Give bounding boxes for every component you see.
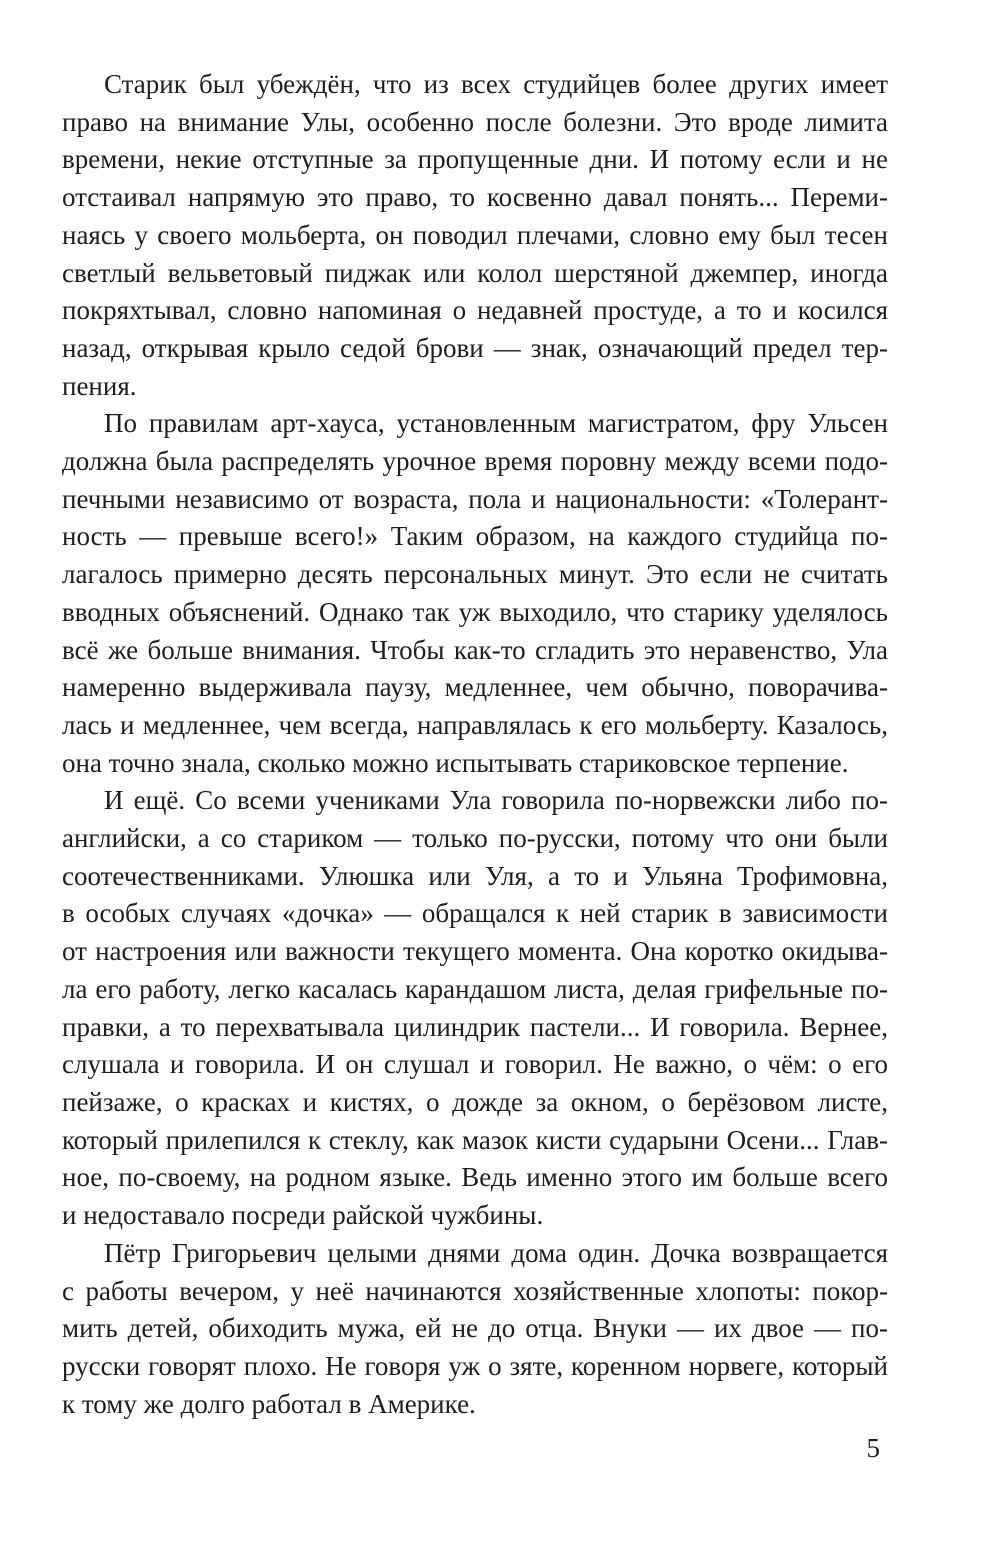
text-line: мить детей, обиходить мужа, ей не до отца. Внуки — их двое — по- <box>62 1313 888 1344</box>
text-line: По правилам арт-хауса, установленным магистратом, фру Ульсен <box>104 408 888 439</box>
text-line: времени, некие отступные за пропущенные дни. И потому если и не <box>62 144 888 175</box>
text-line: лагалось примерно десять персональных минут. Это если не считать <box>62 559 888 590</box>
text-line: в особых случаях «дочка» — обращался к ней старик в зависимости <box>62 898 888 929</box>
text-line: правки, а то перехватывала цилиндрик пастели... И говорила. Вернее, <box>62 1011 888 1042</box>
text-line: пейзаже, о красках и кистях, о дожде за окном, о берёзовом листе, <box>62 1086 888 1117</box>
text-line: лась и медленнее, чем всегда, направлялась к его мольберту. Казалось, <box>62 709 888 740</box>
text-line: ность — превыше всего!» Таким образом, на каждого студийца по- <box>62 521 888 552</box>
page-number: 5 <box>866 1433 880 1463</box>
text-line: отстаивал напрямую это право, то косвенно давал понять... Переми- <box>62 182 888 213</box>
text-line: пения. <box>62 370 137 401</box>
text-line: и недоставало посреди райской чужбины. <box>62 1200 544 1231</box>
text-line: вводных объяснений. Однако так уж выходило, что старику уделялось <box>62 596 888 627</box>
text-line: покряхтывал, словно напоминая о недавней простуде, а то и косился <box>62 295 888 326</box>
text-line: печными независимо от возраста, пола и национальности: «Толерант- <box>62 483 888 514</box>
text-line: который прилепился к стеклу, как мазок кисти сударыни Осени... Глав- <box>62 1124 888 1155</box>
text-line: назад, открывая крыло седой брови — знак, означающий предел тер- <box>62 332 888 363</box>
text-line: наясь у своего мольберта, он поводил плечами, словно ему был тесен <box>62 219 888 250</box>
text-line: русски говорят плохо. Не говоря уж о зяте, коренном норвеге, который <box>62 1350 888 1381</box>
text-line: Старик был убеждён, что из всех студийцев более других имеет <box>104 69 888 99</box>
text-line: слушала и говорила. И он слушал и говорил. Не важно, о чём: о его <box>62 1049 888 1080</box>
text-line: всё же больше внимания. Чтобы как-то сгладить это неравенство, Ула <box>62 634 888 665</box>
text-line: намеренно выдерживала паузу, медленнее, чем обычно, поворачива- <box>62 672 888 703</box>
text-line: соотечественниками. Улюшка или Уля, а то и Ульяна Трофимовна, <box>62 860 888 891</box>
text-line: светлый вельветовый пиджак или колол шерстяной джемпер, иногда <box>62 257 888 288</box>
text-line: И ещё. Со всеми учениками Ула говорила по-норвежски либо по- <box>104 785 888 816</box>
text-line: она точно знала, сколько можно испытывать стариковское терпение. <box>62 747 849 778</box>
text-line: ла его работу, легко касалась карандашом листа, делая грифельные по- <box>62 973 888 1004</box>
text-line: право на внимание Улы, особенно после болезни. Это вроде лимита <box>62 106 888 137</box>
text-line: английски, а со стариком — только по-русски, потому что они были <box>62 823 888 854</box>
text-line: ное, по-своему, на родном языке. Ведь именно этого им больше всего <box>62 1162 888 1193</box>
text-line: с работы вечером, у неё начинаются хозяйственные хлопоты: покор- <box>62 1275 888 1306</box>
page-text <box>62 66 888 1423</box>
text-line: Пётр Григорьевич целыми днями дома один. Дочка возвращается <box>104 1237 888 1268</box>
text-line: от настроения или важности текущего момента. Она коротко окидыва- <box>62 936 888 967</box>
text-line: к тому же долго работал в Америке. <box>62 1388 476 1419</box>
text-line: должна была распределять урочное время поровну между всеми подо- <box>62 446 888 477</box>
